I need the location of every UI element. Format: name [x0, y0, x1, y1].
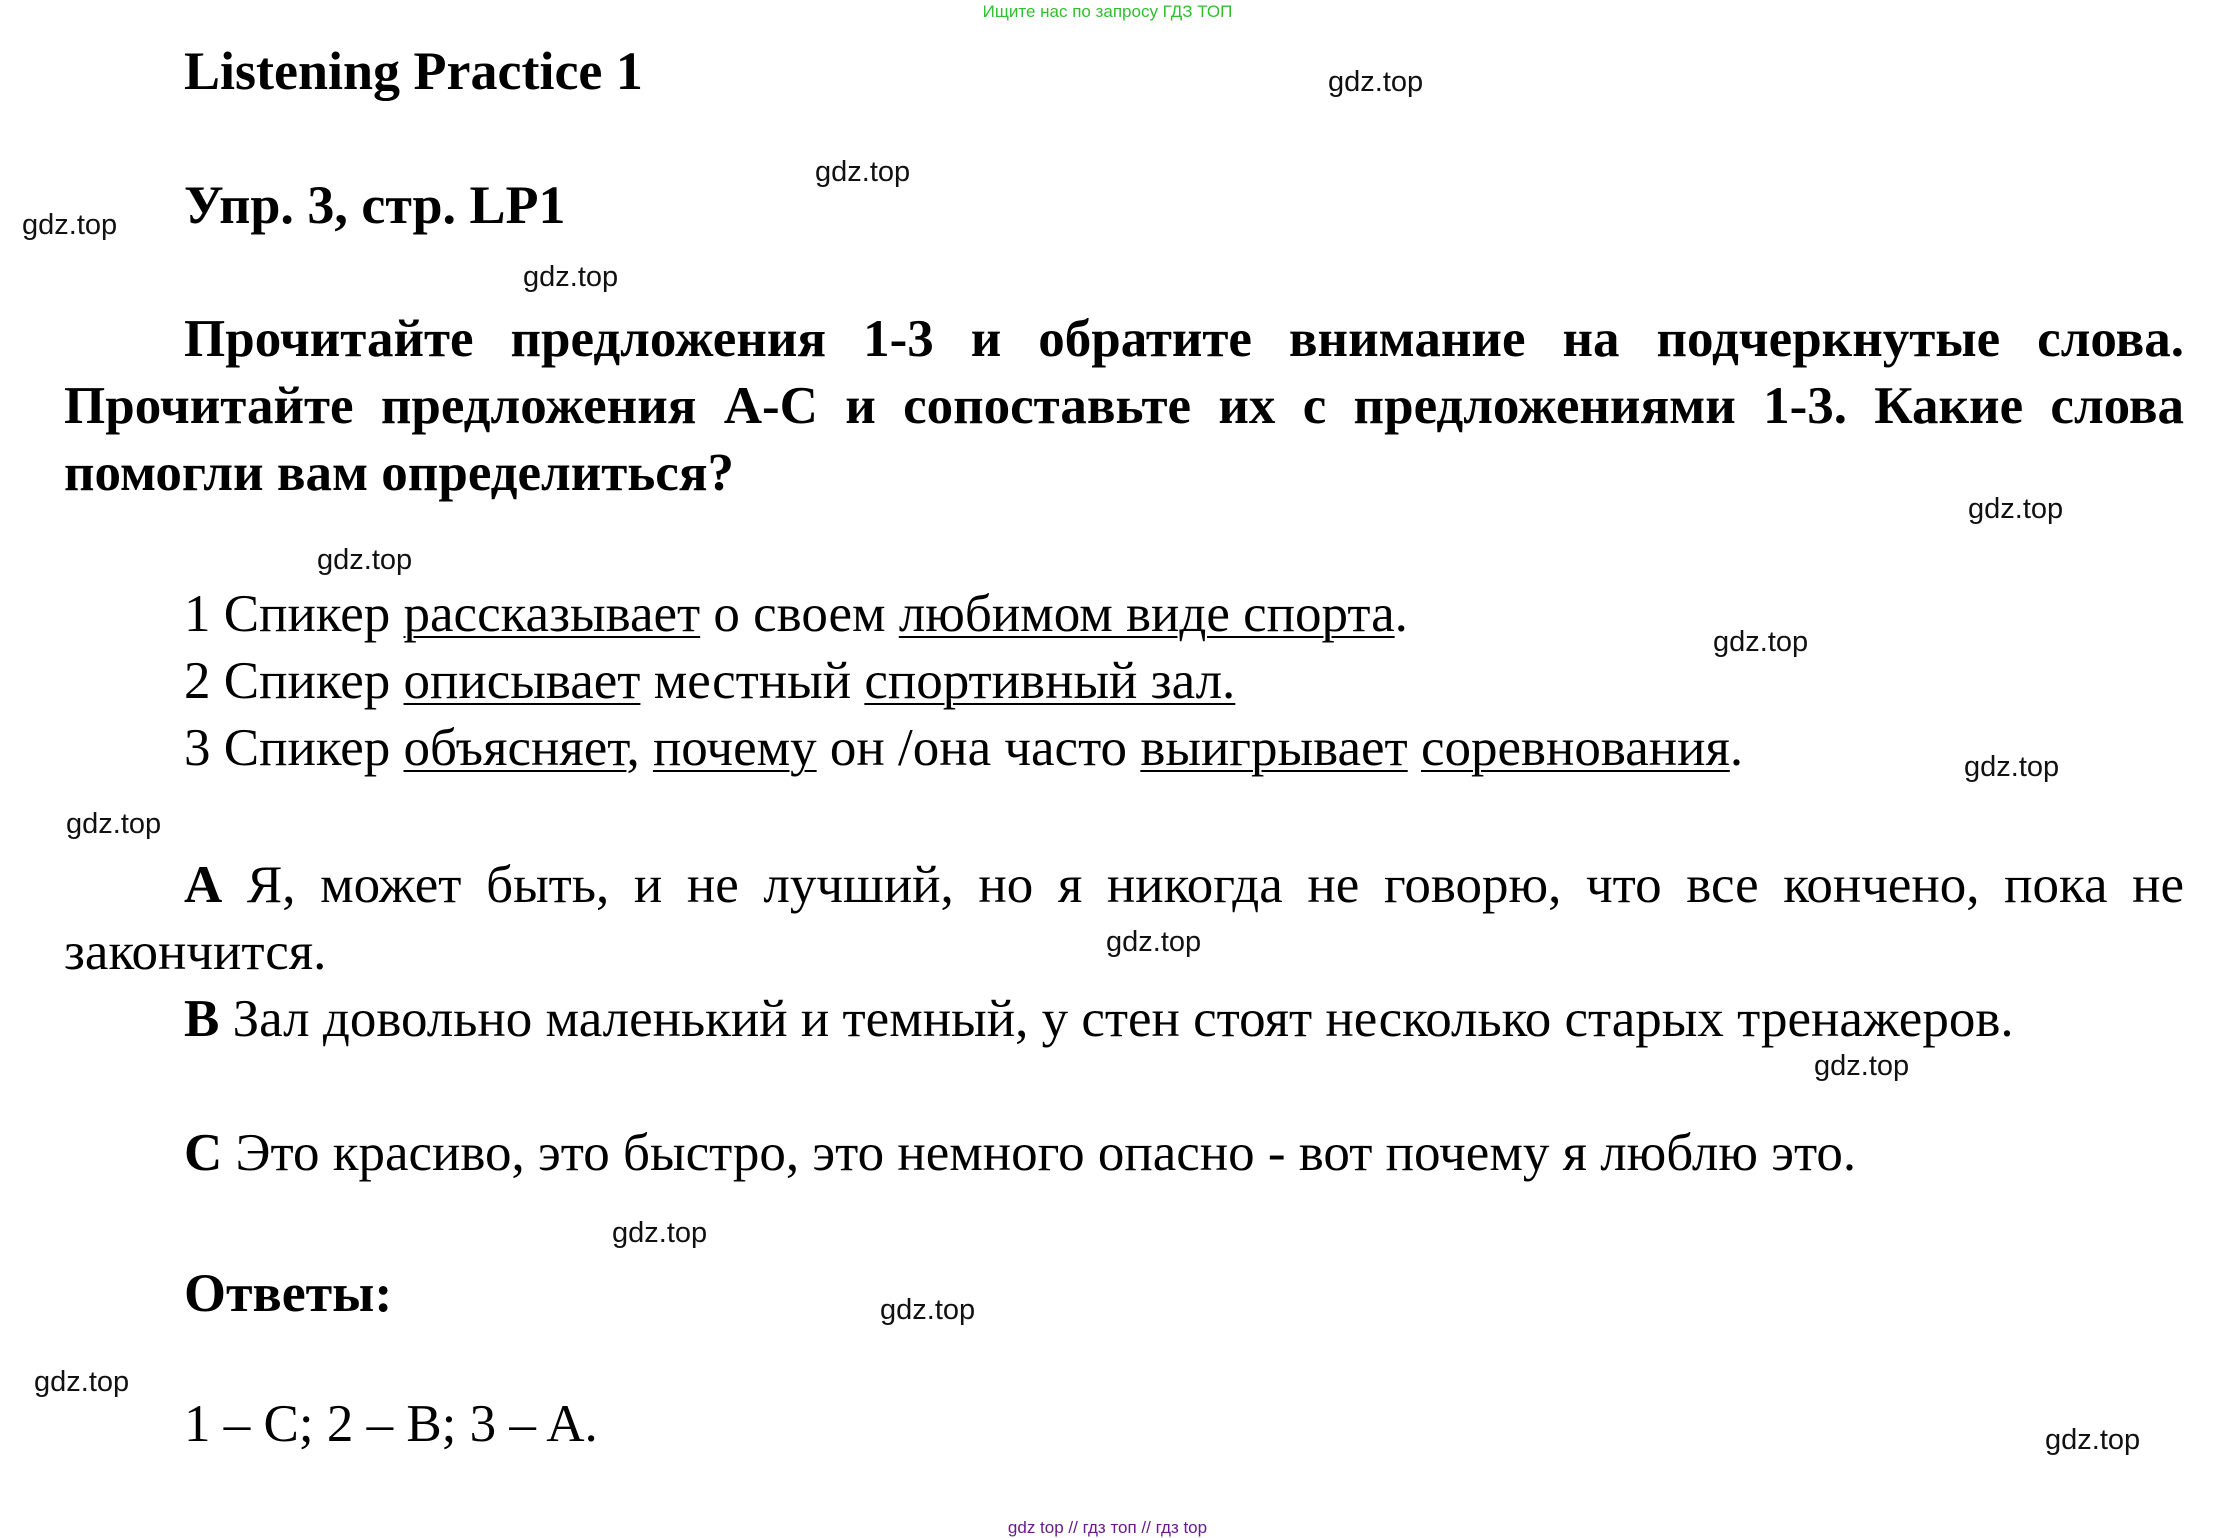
watermark: gdz.top	[1328, 66, 1424, 98]
statement-3-underline-4: соревнования	[1420, 719, 1730, 777]
watermark: gdz.top	[612, 1217, 708, 1249]
watermark: gdz.top	[1964, 751, 2060, 783]
statement-1-text-2: .	[1394, 585, 1408, 643]
statement-2	[184, 652, 1236, 710]
option-a-letter: A	[184, 856, 223, 914]
watermark: gdz.top	[1968, 493, 2064, 525]
option-c-letter: C	[184, 1124, 223, 1182]
option-a	[64, 852, 2184, 986]
option-b	[64, 986, 2184, 1053]
watermark: gdz.top	[880, 1294, 976, 1326]
watermark: gdz.top	[2045, 1424, 2141, 1456]
statement-3-underline-3: выигрывает	[1140, 719, 1408, 777]
statement-1	[184, 585, 1408, 643]
statement-3	[184, 719, 1744, 777]
statement-1-text-1: о своем	[700, 585, 899, 643]
statement-3-text-1: ,	[626, 719, 653, 777]
option-c	[64, 1120, 2184, 1187]
watermark: gdz.top	[1814, 1050, 1910, 1082]
statement-3-underline-2: почему	[652, 719, 817, 777]
option-b-letter: B	[184, 990, 220, 1048]
statement-2-num: 2 Спикер	[184, 652, 404, 710]
top-banner: Ищите нас по запросу ГДЗ ТОП	[982, 2, 1233, 21]
option-c-text: Это красиво, это быстро, это немного опасно - вот почему я люблю это.	[222, 1124, 1857, 1182]
statement-2-underline-1: описывает	[403, 652, 641, 710]
statement-2-underline-2: спортивный зал.	[864, 652, 1236, 710]
statement-3-text-2: он /она часто	[816, 719, 1141, 777]
page-title: Listening Practice 1	[184, 41, 643, 101]
watermark: gdz.top	[523, 261, 619, 293]
watermark: gdz.top	[22, 209, 118, 241]
watermark: gdz.top	[66, 808, 162, 840]
statement-2-text-1: местный	[640, 652, 865, 710]
answers-text: 1 – C; 2 – B; 3 – A.	[184, 1395, 598, 1453]
statement-1-underline-1: рассказывает	[403, 585, 701, 643]
watermark: gdz.top	[815, 156, 911, 188]
statement-3-underline-1: объясняет	[403, 719, 627, 777]
watermark: gdz.top	[1713, 626, 1809, 658]
watermark: gdz.top	[317, 544, 413, 576]
statement-3-text-3	[1408, 719, 1421, 777]
statement-1-underline-2: любимом виде спорта	[898, 585, 1395, 643]
exercise-heading: Упр. 3, стр. LP1	[184, 175, 566, 235]
watermark: gdz.top	[1106, 926, 1202, 958]
option-a-text: Я, может быть, и не лучший, но я никогда не говорю, что все кончено, пока не закончится.	[64, 856, 2184, 981]
bottom-banner: gdz top // гдз топ // гдз top	[1007, 1518, 1208, 1537]
statement-3-text-4: .	[1729, 719, 1744, 777]
option-b-text: Зал довольно маленький и темный, у стен стоят несколько старых тренажеров.	[219, 990, 2014, 1048]
answers-heading: Ответы:	[184, 1263, 393, 1323]
statement-3-num: 3 Спикер	[184, 719, 404, 777]
statement-1-num: 1 Спикер	[184, 585, 404, 643]
watermark: gdz.top	[34, 1366, 130, 1398]
task-instructions: Прочитайте предложения 1-3 и обратите внимание на подчеркнутые слова. Прочитайте предложения A-C и сопоставьте их с предложениями 1-3. Какие слова помогли вам определиться?	[64, 310, 2184, 502]
